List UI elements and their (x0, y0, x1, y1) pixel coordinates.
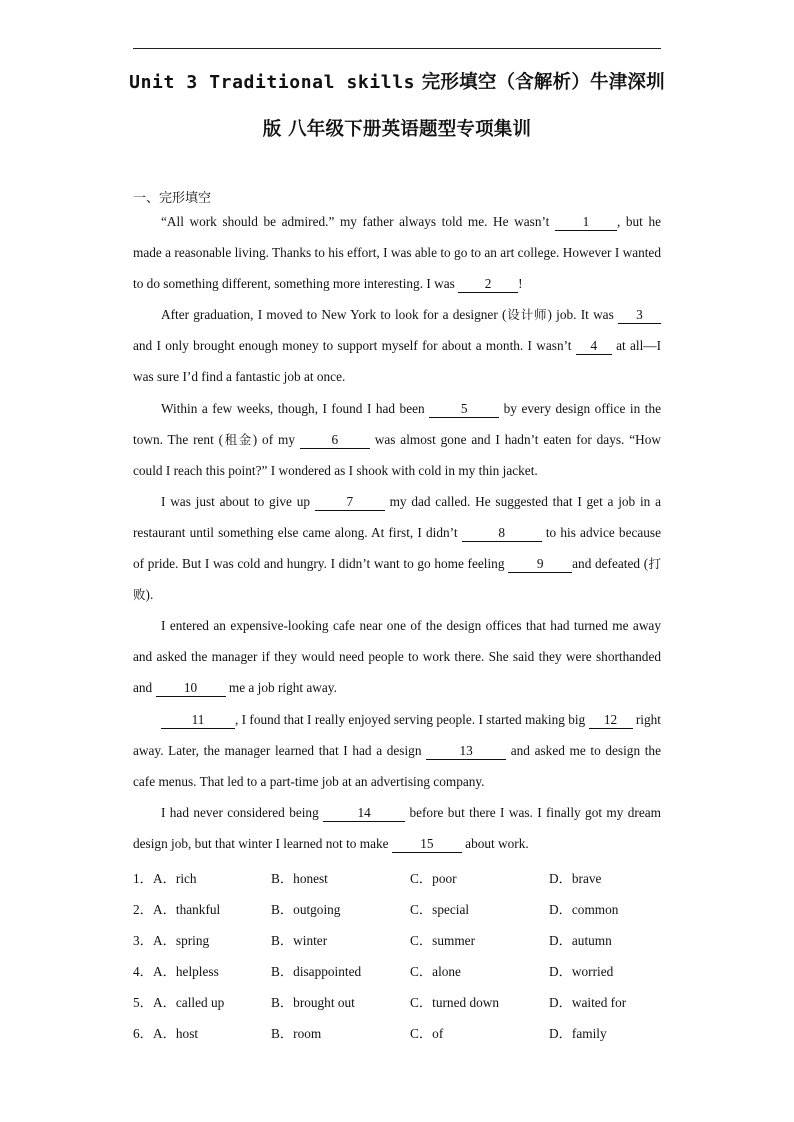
option-c: C．turned down (410, 995, 500, 1011)
blank-8: 8 (462, 525, 542, 542)
option-d: D．autumn (549, 933, 612, 949)
passage-paragraph-1: “All work should be admired.” my father always told me. He wasn’t 1 , but he made a reasonable living. Thanks to his effort, I was able to go to an art college. However I wanted to do something different, something more interesting. I was 2 ! (133, 214, 661, 292)
blank-4: 4 (576, 338, 612, 355)
blank-15: 15 (392, 836, 462, 853)
question-row-2 (133, 893, 661, 924)
option-d: D．family (549, 1026, 607, 1042)
blank-7: 7 (315, 494, 385, 511)
option-d: D．worried (549, 964, 614, 980)
blank-11: 11 (161, 712, 235, 729)
blank-5: 5 (429, 401, 499, 418)
option-a: A．host (153, 1026, 199, 1042)
question-row-4 (133, 955, 661, 986)
option-b: B．winter (271, 933, 328, 949)
option-c: C．summer (410, 933, 476, 949)
passage-paragraph-5: I entered an expensive-looking cafe near one of the design offices that had turned me away and asked the manager if they would need people to work there. She said they were shorthanded and 10 me a job right away. (133, 618, 661, 696)
option-c: C．poor (410, 871, 457, 886)
option-c: C．alone (410, 964, 461, 980)
option-a: A．helpless (153, 964, 219, 980)
blank-13: 13 (426, 743, 506, 760)
passage-paragraph-3: Within a few weeks, though, I found I had been 5 by every design office in the town. The rent (租金) of my 6 was almost gone and I hadn’t eaten for days. “How could I reach this point?” I wondered as I shook with cold in my thin jacket. (133, 400, 661, 478)
option-b: B．outgoing (271, 902, 341, 918)
question-row-5 (133, 986, 661, 1017)
question-number: 4． (133, 964, 153, 980)
question-row-6 (133, 1017, 661, 1048)
question-number: 3． (133, 933, 153, 949)
blank-12: 12 (589, 712, 633, 729)
blank-14: 14 (323, 805, 405, 822)
question-number: 2． (133, 902, 153, 918)
answer-options (133, 862, 661, 1049)
section-heading: 一、完形填空 (133, 191, 212, 206)
question-number: 6． (133, 1026, 153, 1042)
option-c: C．special (410, 902, 470, 918)
blank-3: 3 (618, 307, 661, 324)
question-row-1 (133, 862, 661, 893)
option-d: D．waited for (549, 995, 627, 1011)
option-b: B．room (271, 1026, 322, 1042)
passage-paragraph-2: After graduation, I moved to New York to look for a designer (设计师) job. It was 3 and I only brought enough money to support myself for about a month. I wasn’t 4 at all—I was sure I’d find a fantastic job at once. (133, 307, 661, 385)
option-b: B．brought out (271, 995, 355, 1011)
passage-paragraph-6: 11 , I found that I really enjoyed serving people. I started making big 12 right away. Later, the manager learned that I had a design 13 and asked me to design the cafe menus. That led to a part-time job at an advertising company. (133, 711, 661, 789)
option-c: C．of (410, 1026, 444, 1042)
top-rule (133, 48, 661, 49)
question-number: 5． (133, 995, 153, 1011)
option-b: B．disappointed (271, 964, 362, 980)
passage-paragraph-7: I had never considered being 14 before but there I was. I finally got my dream design job, but that winter I learned not to make 15 about work. (133, 804, 661, 851)
document-title-line-1 (118, 68, 676, 94)
cloze-passage (133, 206, 661, 859)
option-d: D．brave (549, 871, 602, 886)
question-number: 1． (133, 871, 153, 886)
option-a: A．spring (153, 933, 210, 949)
passage-paragraph-4: I was just about to give up 7 my dad called. He suggested that I get a job in a restaurant until something else came along. At first, I didn’t 8 to his advice because of pride. But I was cold and hungry. I didn’t want to go home feeling 9 and defeated (打败). (133, 493, 661, 603)
title-chinese-part: 完形填空（含解析）牛津深圳 (415, 72, 665, 93)
option-d: D．common (549, 902, 619, 918)
document-title-line-2: 版 八年级下册英语题型专项集训 (262, 119, 532, 140)
blank-9: 9 (508, 556, 572, 573)
option-a: A．rich (153, 871, 197, 886)
blank-2: 2 (458, 276, 518, 293)
option-a: A．thankful (153, 902, 221, 918)
question-row-3 (133, 924, 661, 955)
option-a: A．called up (153, 995, 225, 1011)
blank-6: 6 (300, 432, 370, 449)
option-b: B．honest (271, 871, 328, 886)
blank-1: 1 (555, 214, 617, 231)
title-english-part: Unit 3 Traditional skills (129, 72, 416, 93)
blank-10: 10 (156, 680, 226, 697)
